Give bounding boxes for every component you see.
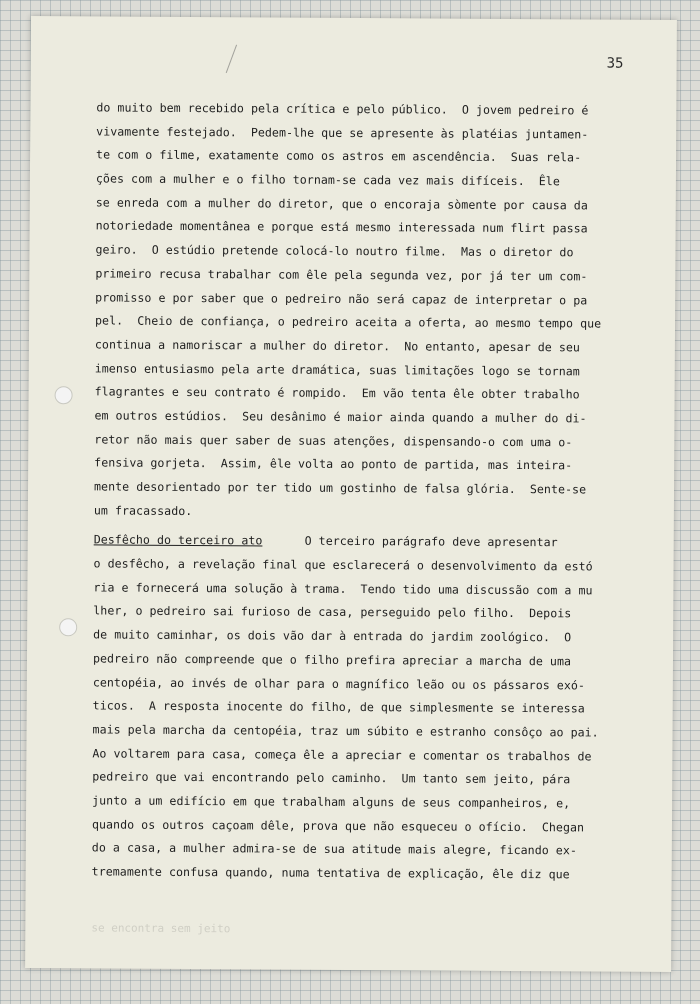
paragraph-1	[94, 96, 645, 526]
text-line: promisso e por saber que o pedreiro não será capaz de interpretar o pa	[95, 289, 588, 307]
page-number: 35	[606, 55, 624, 72]
text-line: tremamente confusa quando, numa tentativa de explicação, êle diz que	[91, 864, 570, 882]
text-line: flagrantes e seu contrato é rompido. Em vão tenta êle obter trabalho	[94, 384, 580, 402]
punch-hole	[55, 386, 73, 404]
text-line: quando os outros caçoam dêle, prova que não esqueceu o ofício. Chegan	[91, 817, 585, 835]
text-line: pedreiro que vai encontrando pelo caminho. Um tanto sem jeito, pára	[92, 769, 571, 787]
text-line: te com o filme, exatamente como os astros em ascendência. Suas rela-	[96, 147, 582, 165]
text-line: vivamente festejado. Pedem-lhe que se apresente às platéias juntamen-	[96, 124, 589, 142]
text-line: ções com a mulher e o filho tornam-se cada vez mais difíceis. Êle	[95, 171, 560, 189]
text-line: primeiro recusa trabalhar com êle pela segunda vez, por já ter um com-	[95, 266, 588, 284]
text-line: continua a namoriscar a mulher do diretor. No entanto, apesar de seu	[94, 337, 581, 355]
text-line: Ao voltarem para casa, começa êle a apreciar e comentar os trabalhos de	[92, 745, 592, 764]
paragraph-2	[92, 529, 642, 888]
text-line: lher, o pedreiro sai furioso de casa, perseguido pelo filho. Depois	[93, 603, 572, 621]
body-text	[92, 96, 645, 887]
text-line: pel. Cheio de confiança, o pedreiro aceita a oferta, ao mesmo tempo que	[95, 313, 602, 331]
text-line: mente desorientado por ter tido um gostinho de falsa glória. Sente-se	[93, 479, 587, 497]
text-line: centopéia, ao invés de olhar para o magnífico leão ou os pássaros exó-	[92, 674, 585, 692]
text-line: de muito caminhar, os dois vão dar à entrada do jardim zoológico. O	[93, 627, 572, 645]
punch-hole	[59, 618, 77, 636]
pen-mark	[226, 45, 245, 76]
text-line: um fracassado.	[93, 503, 193, 518]
text-line: ticos. A resposta inocente do filho, de que simplesmente se interessa	[92, 698, 585, 716]
typewritten-page	[25, 16, 677, 972]
text-line: fensiva gorjeta. Assim, êle volta ao ponto de partida, mas inteira-	[94, 455, 573, 473]
text-line: O terceiro parágrafo deve apresentar	[262, 533, 558, 550]
faint-bleed-through-text: se encontra sem jeito	[91, 921, 231, 936]
text-line: o desfêcho, a revelação final que esclarecerá o desenvolvimento da estó	[93, 556, 593, 574]
text-line: geiro. O estúdio pretende colocá-lo noutro filme. Mas o diretor do	[95, 242, 574, 260]
text-line: imenso entusiasmo pela arte dramática, suas limitações logo se tornam	[94, 360, 580, 378]
text-line: retor não mais quer saber de suas atenções, dispensando-o com uma o-	[94, 432, 573, 449]
text-line: junto a um edifício em que trabalham alguns de seus companheiros, e,	[92, 793, 571, 811]
text-line: se enreda com a mulher do diretor, que o encoraja sòmente por causa da	[95, 195, 588, 213]
text-line: do muito bem recebido pela crítica e pelo público. O jovem pedreiro é	[96, 100, 589, 118]
text-line: ria e fornecerá uma solução à trama. Tendo tido uma discussão com a mu	[93, 580, 593, 598]
text-line: pedreiro não compreende que o filho prefira apreciar a marcha de uma	[92, 651, 572, 669]
text-line: mais pela marcha da centopéia, traz um súbito e estranho consôço ao pai.	[92, 722, 599, 740]
section-heading-line	[94, 529, 642, 556]
text-line: notoriedade momentânea e porque está mesmo interessada num flirt passa	[95, 218, 588, 236]
section-heading: Desfêcho do terceiro ato	[93, 532, 263, 548]
text-line: em outros estúdios. Seu desânimo é maior ainda quando a mulher do di-	[94, 408, 587, 426]
text-line: do a casa, a mulher admira-se de sua atitude mais alegre, ficando ex-	[91, 840, 577, 858]
